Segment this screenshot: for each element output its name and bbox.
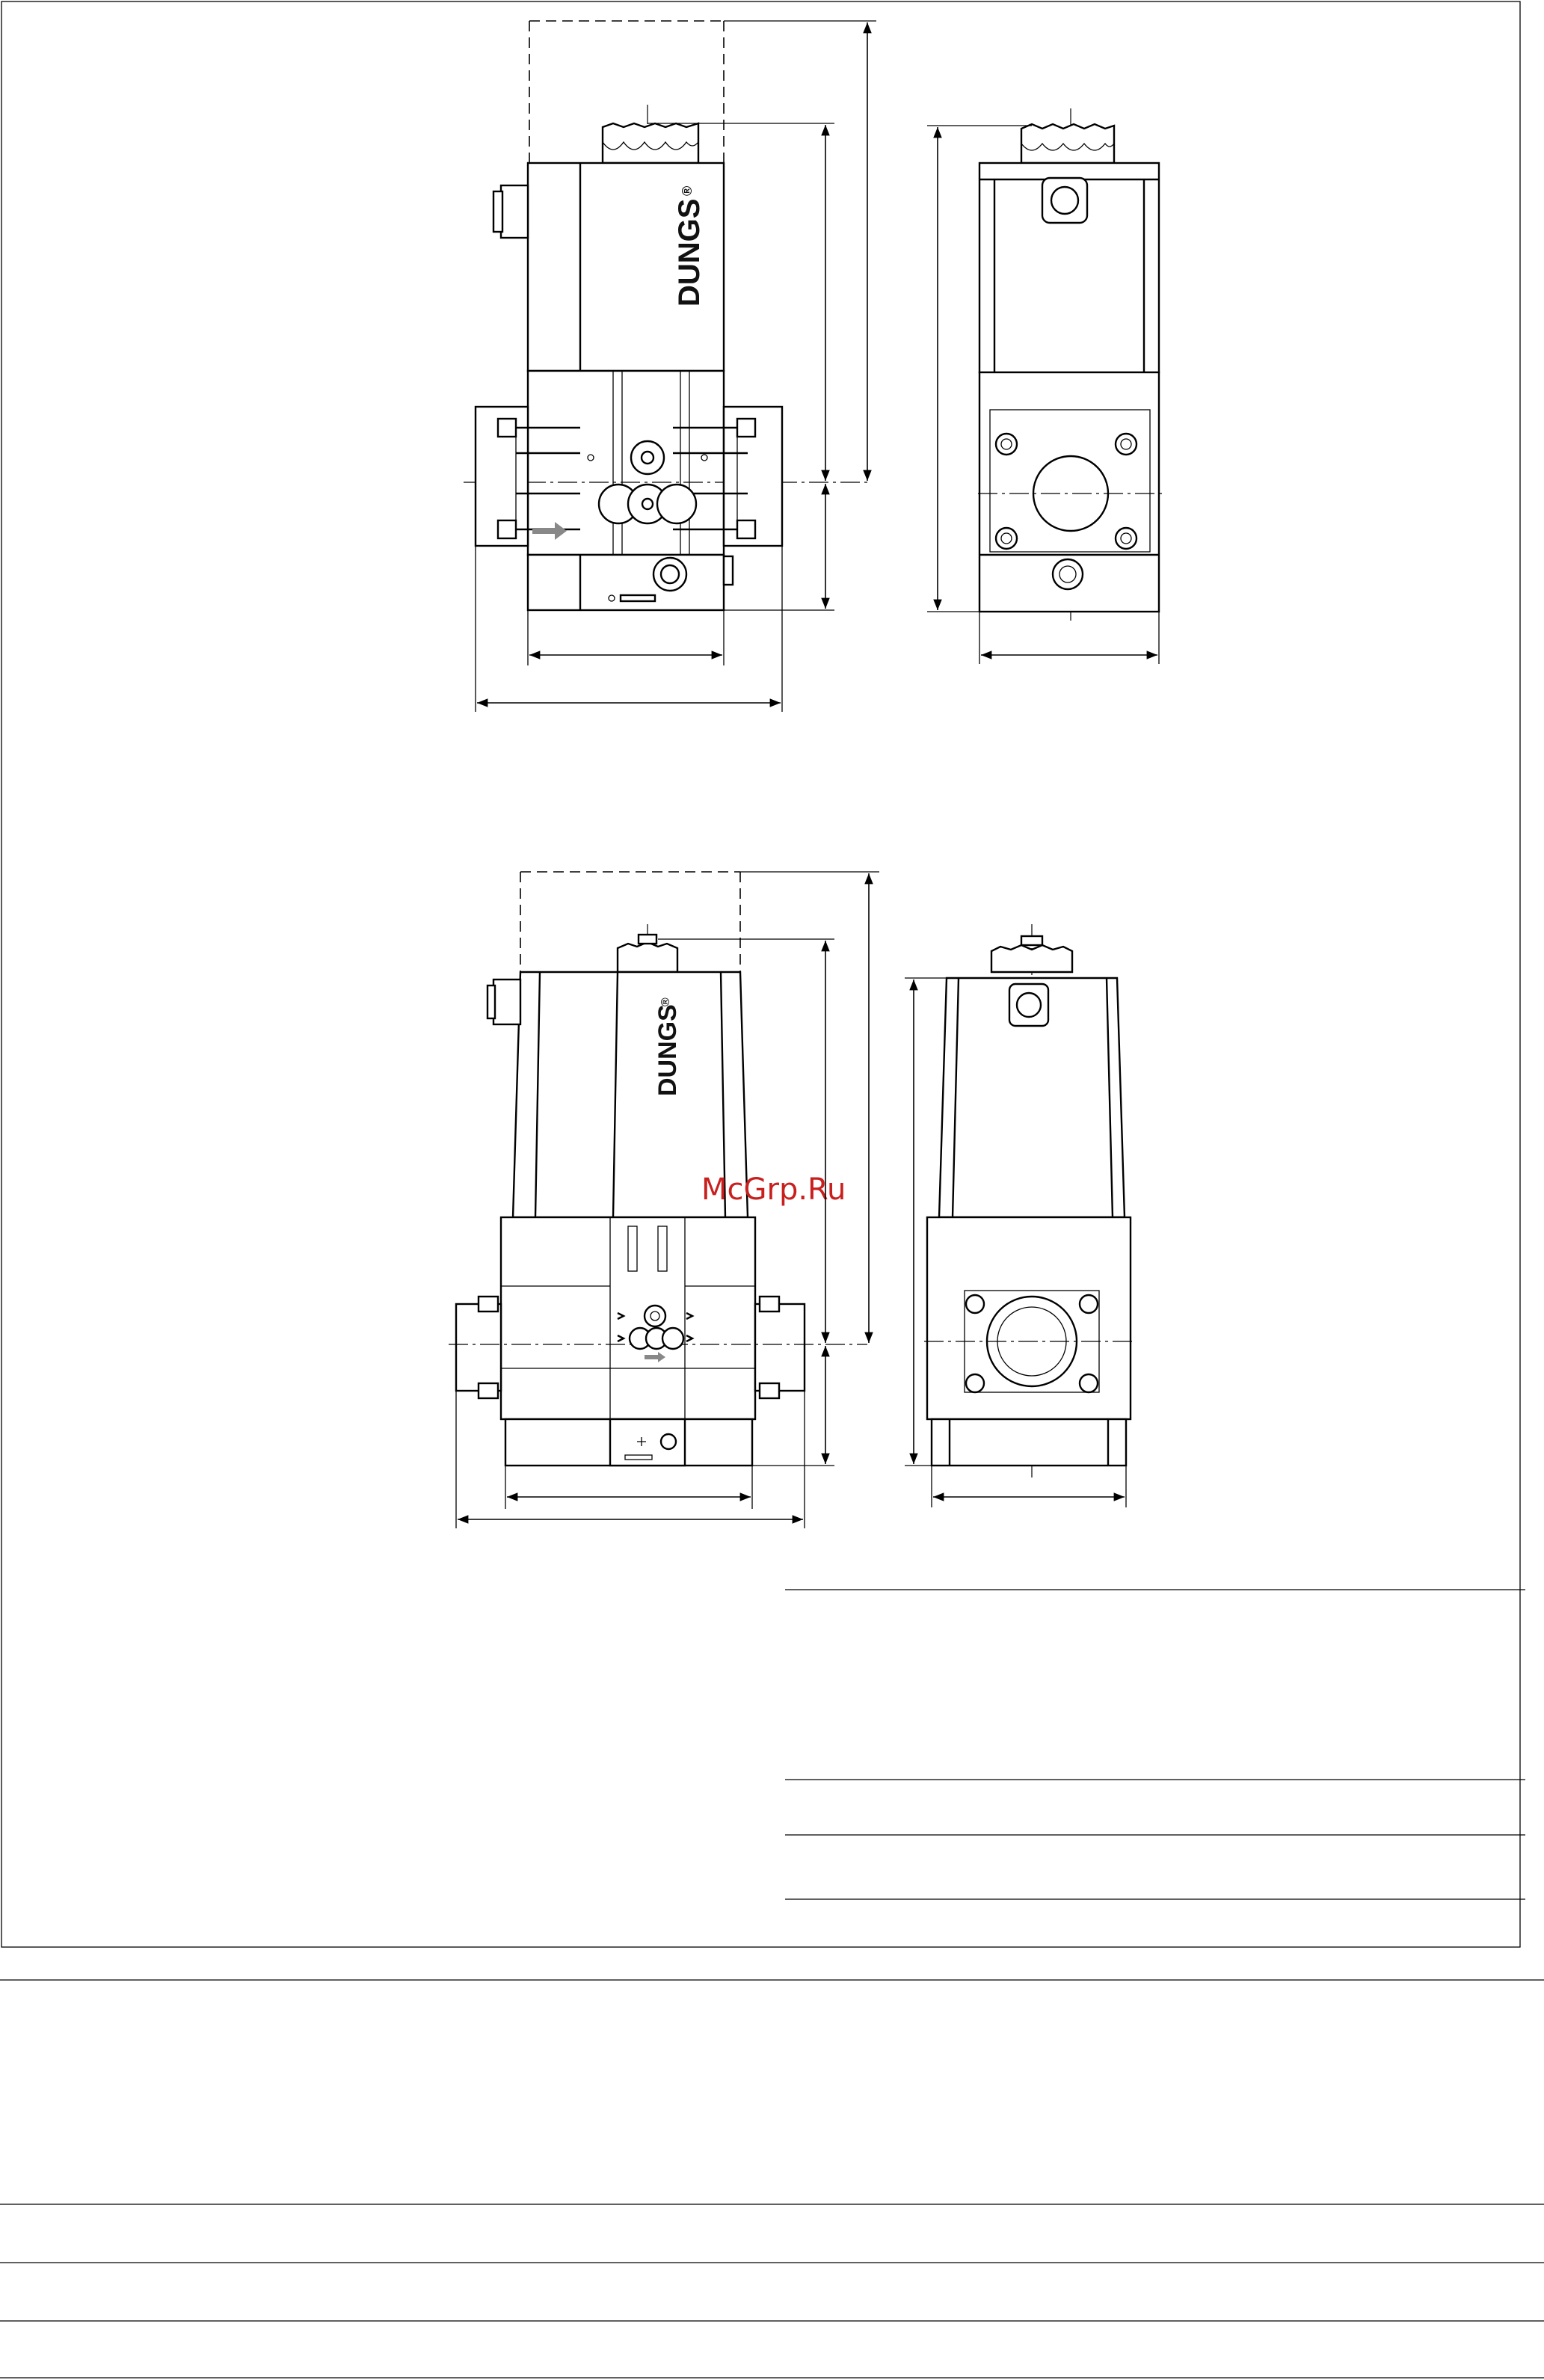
test-port-2-top	[645, 1306, 665, 1326]
valve-1-front-view	[927, 108, 1163, 664]
lower-specification-table	[0, 1980, 1544, 2378]
outlet-flange-2	[755, 1304, 805, 1391]
sheet-frame	[1, 1, 1520, 1947]
coil-knob-front	[1021, 124, 1114, 163]
brand-logo-2: DUNGS	[653, 1004, 682, 1096]
connector-plug	[501, 185, 528, 238]
valve-2-front-view	[905, 924, 1137, 1507]
watermark: McGrp.Ru	[701, 1172, 846, 1207]
svg-text:®: ®	[680, 185, 695, 196]
test-port-2-right	[662, 1328, 683, 1349]
inlet-flange-2	[456, 1304, 501, 1391]
coil-knob-2	[618, 942, 677, 972]
valve-2-side-view	[449, 872, 879, 1528]
bolt-bl	[996, 528, 1017, 549]
connector-plug-2	[493, 980, 520, 1024]
bottom-screw-front	[1053, 559, 1083, 589]
coil-knob	[603, 123, 698, 163]
bolt-tr	[1116, 434, 1137, 455]
bolt-br	[1116, 528, 1137, 549]
test-port-right	[657, 485, 696, 523]
upper-specification-table	[785, 1590, 1525, 1899]
bolt-tl	[996, 434, 1017, 455]
brand-logo-1: DUNGS	[673, 198, 706, 307]
valve-1-side-view	[464, 21, 876, 712]
svg-text:®: ®	[659, 997, 672, 1006]
